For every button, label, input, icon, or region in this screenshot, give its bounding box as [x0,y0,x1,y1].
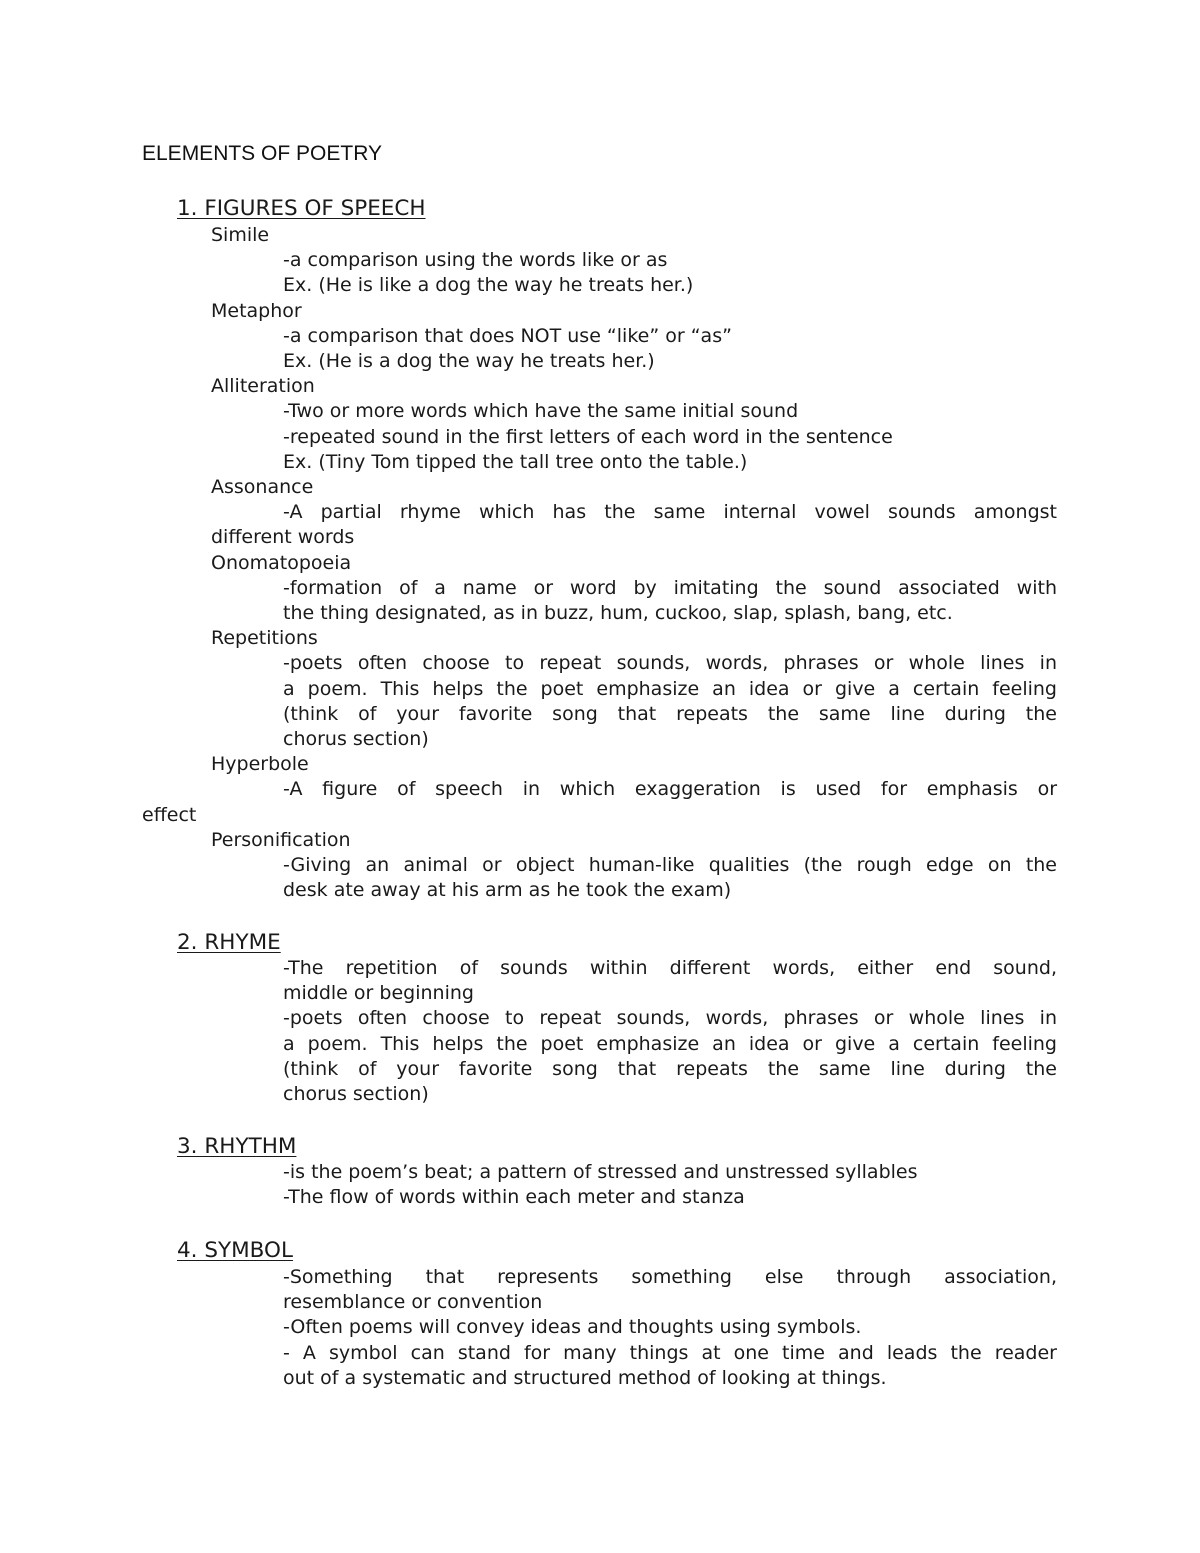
definition-line: chorus section) [283,728,429,751]
definition-line: -Two or more words which have the same initial sound [283,400,799,423]
rhyme-definitions [0,956,1060,1107]
section-heading-figures-of-speech: 1. FIGURES OF SPEECH [177,196,426,221]
term-alliteration: Alliteration [211,375,315,398]
term-hyperbole: Hyperbole [211,753,309,776]
definition-line: -a comparison that does NOT use “like” or “as” [283,324,732,347]
term-onomatopoeia: Onomatopoeia [211,551,352,574]
section-heading-rhythm: 3. RHYTHM [177,1134,297,1159]
definition-line: chorus section) [283,1083,429,1106]
definition-line: -The repetition of sounds within different words, either end sound, [283,957,1057,979]
definition-line: -poets often choose to repeat sounds, words, phrases or whole lines in [283,652,1057,675]
definition-line: -formation of a name or word by imitating the sound associated with [283,576,1057,599]
definition-line: -A figure of speech in which exaggeration is used for emphasis or [283,778,1057,801]
term-personification: Personification [211,828,351,851]
definition-line: -The flow of words within each meter and stanza [283,1186,745,1209]
definition-line: -A partial rhyme which has the same internal vowel sounds amongst [283,501,1057,524]
term-metaphor: Metaphor [211,299,302,322]
definition-line: -repeated sound in the first letters of each word in the sentence [283,425,893,448]
definition-line: resemblance or convention [283,1291,543,1314]
definition-line: a poem. This helps the poet emphasize an idea or give a certain feeling [283,677,1057,700]
term-simile: Simile [211,224,270,246]
definition-line: -Something that represents something else through association, [283,1266,1057,1288]
definition-line: out of a systematic and structured method of looking at things. [283,1366,887,1389]
definition-line: a poem. This helps the poet emphasize an idea or give a certain feeling [283,1032,1057,1055]
section-heading-symbol: 4. SYMBOL [177,1238,293,1263]
term-assonance: Assonance [211,476,314,499]
symbol-definitions [0,1265,1060,1391]
term-repetitions: Repetitions [211,627,318,650]
definition-line-continuation: effect [142,803,197,826]
page-title: ELEMENTS OF POETRY [142,142,382,165]
definition-line: -Often poems will convey ideas and thoughts using symbols. [283,1316,862,1339]
definition-line: middle or beginning [283,982,474,1005]
example-line: Ex. (He is like a dog the way he treats her.) [283,274,694,297]
definition-line: - A symbol can stand for many things at one time and leads the reader [283,1341,1057,1364]
rhythm-definitions [0,1160,1060,1210]
example-line: Ex. (Tiny Tom tipped the tall tree onto the table.) [283,450,748,473]
definition-line: -is the poem’s beat; a pattern of stressed and unstressed syllables [283,1161,918,1183]
definition-line: -poets often choose to repeat sounds, words, phrases or whole lines in [283,1007,1057,1030]
definition-line: desk ate away at his arm as he took the exam) [283,879,732,902]
definition-line-continuation: different words [211,526,355,549]
definition-line: -Giving an animal or object human-like qualities (the rough edge on the [283,854,1057,877]
definition-line: (think of your favorite song that repeats the same line during the [283,702,1057,725]
definition-line: (think of your favorite song that repeats the same line during the [283,1057,1057,1080]
section-heading-rhyme: 2. RHYME [177,930,281,955]
definition-line: the thing designated, as in buzz, hum, cuckoo, slap, splash, bang, etc. [283,602,953,625]
definition-line: -a comparison using the words like or as [283,249,668,272]
figures-of-speech-list [0,223,1060,903]
example-line: Ex. (He is a dog the way he treats her.) [283,350,655,373]
